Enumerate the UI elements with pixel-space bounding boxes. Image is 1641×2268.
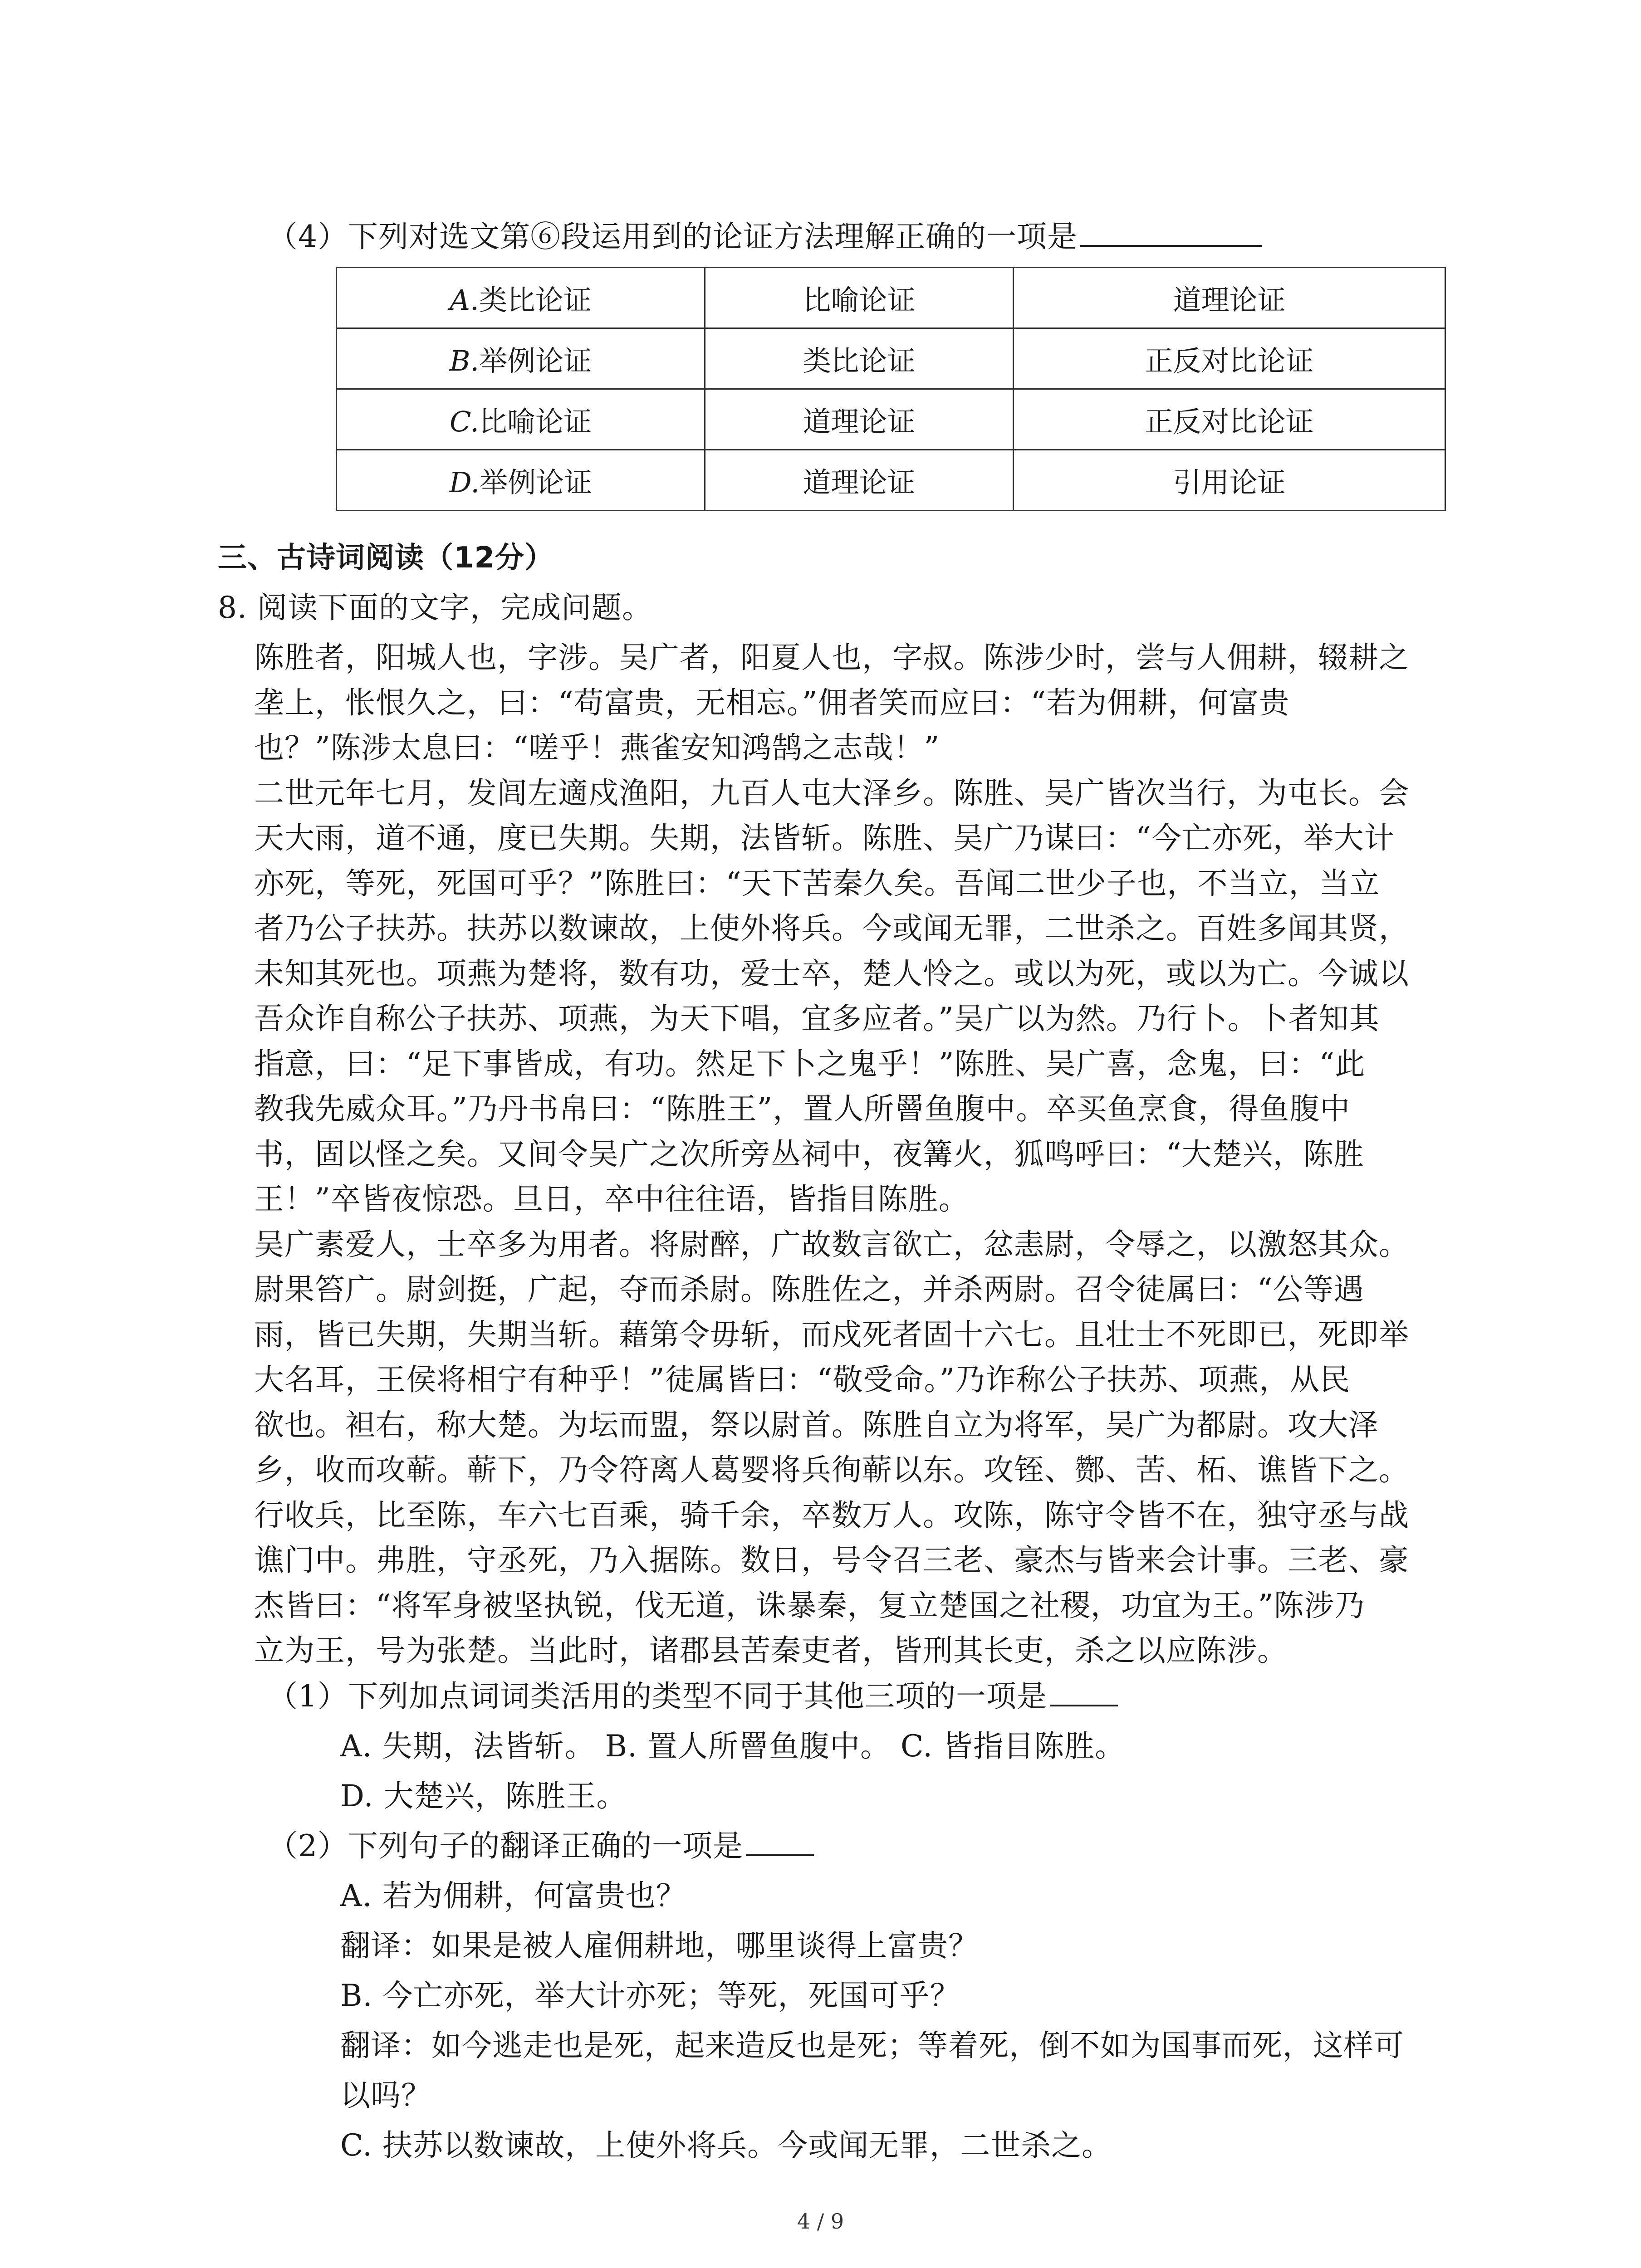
q8-sub2-option-b: B. 今亡亦死，举大计亦死；等死，死国可乎？ (340, 1978, 960, 2013)
table-cell: 道理论证 (705, 389, 1014, 450)
passage-line: 也？”陈涉太息曰：“嗟乎！燕雀安知鸿鹄之志哉！” (254, 730, 940, 765)
passage-line: 二世元年七月，发闾左適戍渔阳，九百人屯大泽乡。陈胜、吴广皆次当行，为屯长。会 (254, 776, 1409, 811)
passage-line: 雨，皆已失期，失期当斩。藉第令毋斩，而戍死者固十六七。且壮士不死即已，死即举 (254, 1317, 1409, 1352)
table-cell: 正反对比论证 (1014, 389, 1445, 450)
q8-sub2-option-b-translation-cont: 以吗？ (340, 2078, 431, 2113)
passage-line: 者乃公子扶苏。扶苏以数谏故，上使外将兵。今或闻无罪，二世杀之。百姓多闻其贤， (254, 911, 1409, 946)
passage-line: 未知其死也。项燕为楚将，数有功，爱士卒，楚人怜之。或以为死，或以为亡。今诚以 (254, 956, 1409, 991)
passage-line: 立为王，号为张楚。当此时，诸郡县苦秦吏者，皆刑其长吏，杀之以应陈涉。 (254, 1633, 1288, 1668)
passage-line: 教我先威众耳。”乃丹书帛曰：“陈胜王”，置人所罾鱼腹中。卒买鱼烹食，得鱼腹中 (254, 1091, 1351, 1126)
passage-line: 乡，收而攻蕲。蕲下，乃令符离人葛婴将兵徇蕲以东。攻铚、酂、苦、柘、谯皆下之。 (254, 1452, 1409, 1487)
passage-line: 谯门中。弗胜，守丞死，乃入据陈。数日，号令召三老、豪杰与皆来会计事。三老、豪 (254, 1543, 1409, 1578)
table-cell: B.举例论证 (337, 328, 705, 389)
passage-line: 尉果笞广。尉剑挺，广起，夺而杀尉。陈胜佐之，并杀两尉。召令徒属曰：“公等遇 (254, 1272, 1364, 1307)
passage-line: 行收兵，比至陈，车六七百乘，骑千余，卒数万人。攻陈，陈守令皆不在，独守丞与战 (254, 1498, 1409, 1533)
answer-blank (746, 1826, 814, 1856)
q8-sub2-option-a: A. 若为佣耕，何富贵也？ (340, 1878, 686, 1913)
passage-line: 垄上，怅恨久之，曰：“苟富贵，无相忘。”佣者笑而应曰：“若为佣耕，何富贵 (254, 685, 1290, 720)
page-number: 4 / 9 (797, 2209, 844, 2234)
table-cell: 道理论证 (705, 450, 1014, 511)
table-cell: 类比论证 (705, 328, 1014, 389)
passage-line: 欲也。袒右，称大楚。为坛而盟，祭以尉首。陈胜自立为将军，吴广为都尉。攻大泽 (254, 1408, 1379, 1442)
table-cell: 道理论证 (1014, 268, 1445, 328)
q8-sub2-option-c: C. 扶苏以数谏故，上使外将兵。今或闻无罪，二世杀之。 (340, 2128, 1112, 2163)
q8-sub2-option-a-translation: 翻译：如果是被人雇佣耕地，哪里谈得上富贵？ (340, 1928, 979, 1963)
passage-line: 王！”卒皆夜惊恐。旦日，卒中往往语，皆指目陈胜。 (254, 1182, 969, 1217)
q8-sub1-options-line2: D. 大楚兴，陈胜王。 (340, 1779, 627, 1813)
section-heading: 三、古诗词阅读（12分） (218, 541, 554, 575)
table-cell: A.类比论证 (337, 268, 705, 328)
table-cell: C.比喻论证 (337, 389, 705, 450)
passage-line: 大名耳，王侯将相宁有种乎！”徒属皆曰：“敬受命。”乃诈称公子扶苏、项燕，从民 (254, 1362, 1351, 1397)
q4-prompt: （4）下列对选文第⑥段运用到的论证方法理解正确的一项是 (268, 214, 1262, 259)
answer-blank (1050, 1677, 1118, 1706)
passage-line: 陈胜者，阳城人也，字涉。吴广者，阳夏人也，字叔。陈涉少时，尝与人佣耕，辍耕之 (254, 640, 1409, 675)
q8-sub2-option-b-translation: 翻译：如今逃走也是死，起来造反也是死；等着死，倒不如为国事而死，这样可 (340, 2028, 1404, 2063)
q4-options-table (336, 267, 1446, 511)
passage-line: 杰皆曰：“将军身被坚执锐，伐无道，诛暴秦，复立楚国之社稷，功宜为王。”陈涉乃 (254, 1588, 1365, 1623)
passage-line: 吾众诈自称公子扶苏、项燕，为天下唱，宜多应者。”吴广以为然。乃行卜。卜者知其 (254, 1001, 1380, 1036)
table-row (337, 450, 1445, 511)
passage-line: 天大雨，道不通，度已失期。失期，法皆斩。陈胜、吴广乃谋曰：“今亡亦死，举大计 (254, 821, 1395, 855)
q8-intro: 8. 阅读下面的文字，完成问题。 (218, 590, 652, 625)
passage-line: 吴广素爱人，士卒多为用者。将尉醉，广故数言欲亡，忿恚尉，令辱之，以激怒其众。 (254, 1227, 1409, 1262)
table-cell: 正反对比论证 (1014, 328, 1445, 389)
q8-sub2-prompt: （2）下列句子的翻译正确的一项是 (268, 1823, 814, 1869)
q8-sub1-prompt: （1）下列加点词词类活用的类型不同于其他三项的一项是 (268, 1674, 1118, 1719)
table-row (337, 389, 1445, 450)
table-cell: 引用论证 (1014, 450, 1445, 511)
table-cell: D.举例论证 (337, 450, 705, 511)
passage-line: 书，固以怪之矣。又间令吴广之次所旁丛祠中，夜篝火，狐鸣呼曰：“大楚兴，陈胜 (254, 1137, 1364, 1172)
answer-blank (1080, 217, 1262, 247)
table-row (337, 328, 1445, 389)
table-row (337, 268, 1445, 328)
passage-line: 亦死，等死，死国可乎？”陈胜曰：“天下苦秦久矣。吾闻二世少子也，不当立，当立 (254, 866, 1380, 901)
passage-line: 指意，曰：“足下事皆成，有功。然足下卜之鬼乎！”陈胜、吴广喜，念鬼，曰：“此 (254, 1046, 1366, 1081)
q8-sub1-options-line1: A. 失期，法皆斩。 B. 置人所罾鱼腹中。 C. 皆指目陈胜。 (340, 1729, 1126, 1764)
table-cell: 比喻论证 (705, 268, 1014, 328)
